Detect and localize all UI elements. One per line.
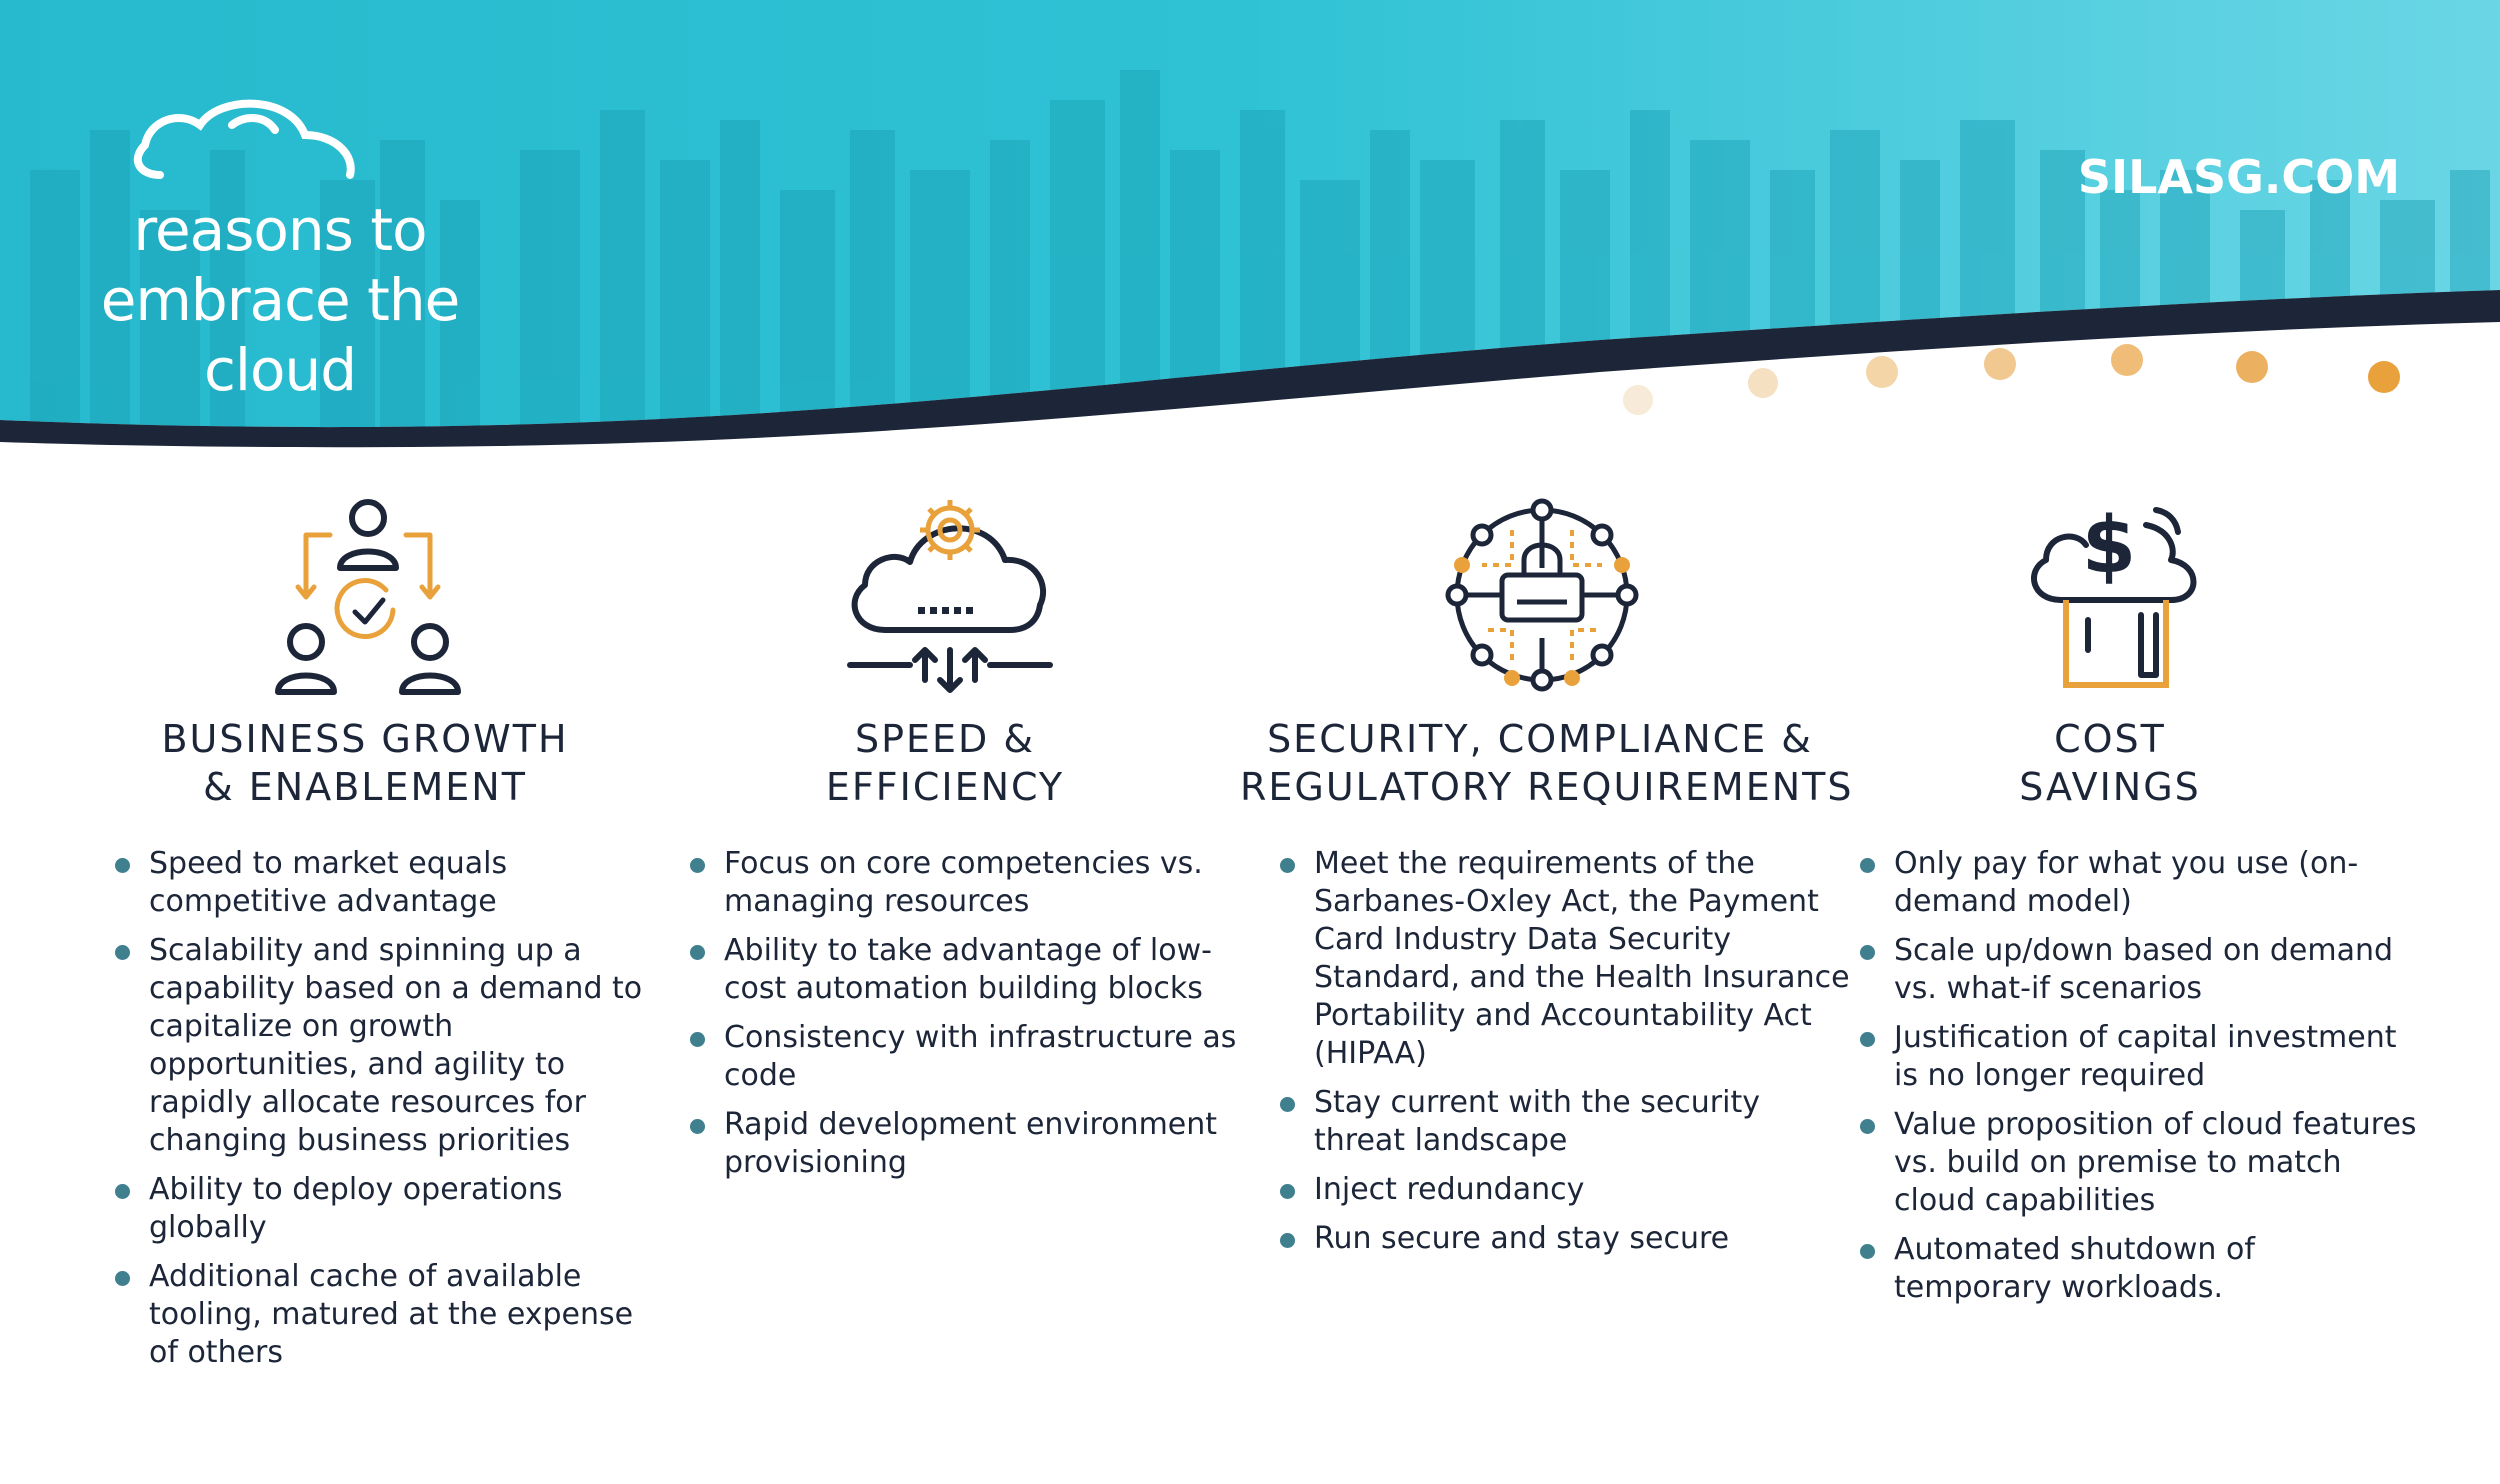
reason-list — [1860, 845, 2420, 1318]
list-item: Meet the requirements of the Sarbanes-Oxley Act, the Payment Card Industry Data Security Standard, and the Health Insurance Portability and Accountability Act (HIPAA) — [1280, 845, 1860, 1073]
reason-list — [690, 845, 1250, 1193]
list-item: Rapid development environment provisioning — [690, 1106, 1250, 1182]
list-item: Only pay for what you use (on-demand model) — [1860, 845, 2420, 921]
svg-text:$: $ — [2081, 501, 2137, 591]
logo-line-1: reasons to — [133, 196, 427, 264]
logo-line-2: embrace the — [100, 266, 460, 334]
list-item: Inject redundancy — [1280, 1171, 1860, 1209]
list-item: Justification of capital investment is no longer required — [1860, 1019, 2420, 1095]
list-item: Additional cache of available tooling, matured at the expense of others — [115, 1258, 645, 1372]
site-url-link[interactable]: SILASG.COM — [2077, 150, 2400, 204]
team-growth-icon — [258, 490, 478, 700]
column-title: COST SAVINGS — [2019, 717, 2201, 809]
list-item: Stay current with the security threat landscape — [1280, 1084, 1860, 1160]
list-item: Run secure and stay secure — [1280, 1220, 1860, 1258]
reasons-columns — [0, 490, 2500, 1470]
list-item: Ability to take advantage of low-cost automation building blocks — [690, 932, 1250, 1008]
list-item: Ability to deploy operations globally — [115, 1171, 645, 1247]
logo-text — [90, 195, 470, 405]
reason-list — [1280, 845, 1860, 1269]
list-item: Value proposition of cloud features vs. build on premise to match cloud capabilities — [1860, 1106, 2420, 1220]
reason-list — [115, 845, 645, 1383]
cloud-gear-icon — [840, 490, 1060, 700]
list-item: Consistency with infrastructure as code — [690, 1019, 1250, 1095]
header-banner — [0, 0, 2500, 460]
list-item: Speed to market equals competitive advantage — [115, 845, 645, 921]
column-title: SPEED & EFFICIENCY — [825, 717, 1065, 809]
list-item: Focus on core competencies vs. managing resources — [690, 845, 1250, 921]
list-item: Scale up/down based on demand vs. what-if scenarios — [1860, 932, 2420, 1008]
cloud-dollar-icon — [2006, 490, 2226, 700]
lock-network-icon — [1432, 490, 1652, 700]
list-item: Scalability and spinning up a capability based on a demand to capitalize on growth opportunities, and agility to rapidly allocate resources for changing business priorities — [115, 932, 645, 1160]
logo-line-3: cloud — [203, 336, 357, 404]
column-title: BUSINESS GROWTH & ENABLEMENT — [161, 717, 569, 809]
column-title: SECURITY, COMPLIANCE & REGULATORY REQUIREMENTS — [1240, 717, 1854, 809]
list-item: Automated shutdown of temporary workloads. — [1860, 1231, 2420, 1307]
